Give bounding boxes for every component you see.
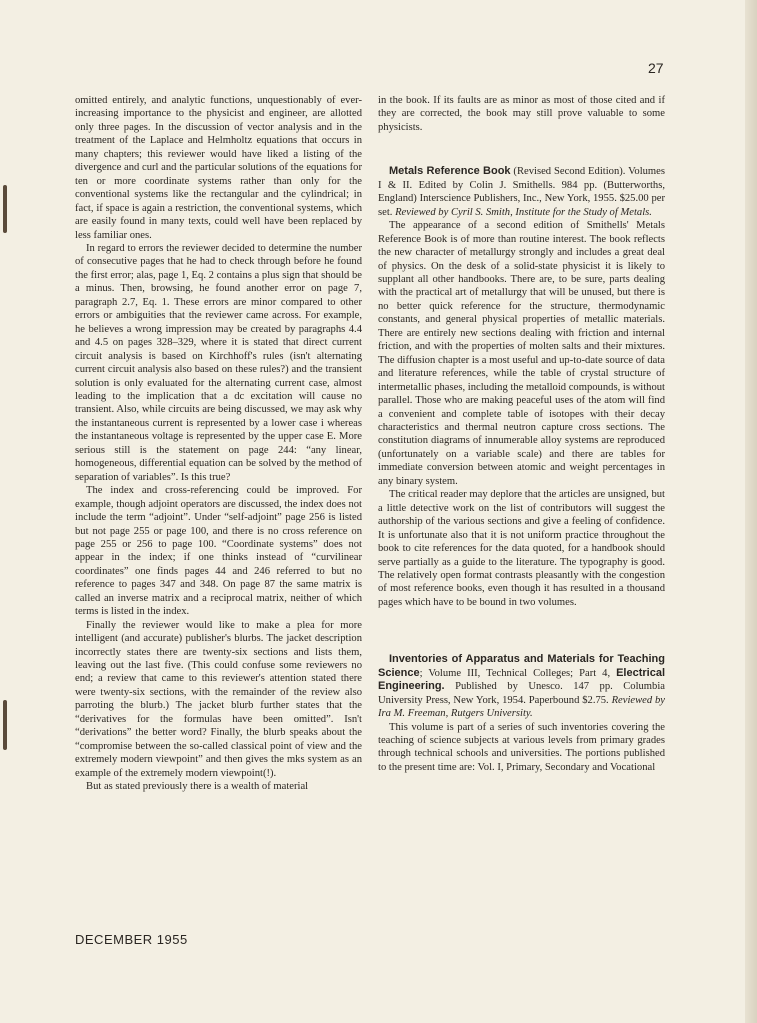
- page-edge: [745, 0, 757, 1023]
- reviewer-credit: Reviewed by Ira M. Freeman, Rutgers University.: [378, 694, 665, 720]
- paragraph: Finally the reviewer would like to make a plea for more intelligent (and accurate) publisher's blurbs. The jacket description incorrectly states there are twenty-six sections and lists them, leaving out the last five. (This could confuse some reviewers no end; a review that came to this reviewer's attention stated there were twenty-six sections, with the remainder of the review also parroting the blurb.) The jacket blurb further states that the “derivatives for the formulas have been omitted”. Isn't “derivations” the better word? Finally, the blurb speaks about the “compromise between the so-called classical point of view and the extremely modern viewpoint” and then gives the mks system as an example of the extremely modern viewpoint(!).: [75, 619, 362, 779]
- review-heading: [378, 165, 665, 219]
- page-footer: DECEMBER 1955: [75, 932, 188, 947]
- book-details: Published by Unesco. 147 pp. Columbia University Press, New York, 1954. Paperbound $2.75.: [378, 681, 665, 706]
- paragraph: in the book. If its faults are as minor as most of those cited and if they are corrected, the book may still prove valuable to some physicists.: [378, 95, 665, 133]
- paragraph: The critical reader may deplore that the articles are unsigned, but a little detective work on the list of contributors will suggest the authorship of the various sections and give a feeling of confidence. It is unfortunate also that it is not uniform practice throughout the book to cite references for the data quoted, for a handbook should serve partially as a guide to the literature. The typography is good. The relatively open format contrasts pleasantly with the congestion of most reference books, even though it has resulted in a thousand pages which have to be bound in two volumes.: [378, 489, 665, 608]
- paragraph: But as stated previously there is a wealth of material: [86, 781, 309, 793]
- reviewer-credit: Reviewed by Cyril S. Smith, Institute for the Study of Metals.: [395, 206, 652, 218]
- paragraph: The index and cross-referencing could be improved. For example, though adjoint operators are discussed, the index does not include the term “adjoint”. Under “self-adjoint” page 256 is listed but not page 255 or page 100, and there is no cross reference on page 255 or 256 to page 100. “Coordinate systems” does not appear in the index; if one thinks instead of “curvilinear coordinates” one finds pages 44 and 246 referred to but no reference to pages 347 and 348. On page 87 the same matrix is called an inverse matrix and a reciprocal matrix, neither of which terms is listed in the index.: [75, 485, 362, 618]
- paragraph: In regard to errors the reviewer decided to determine the number of consecutive pages that he had to check through before he found the first error; alas, page 1, Eq. 2 contains a plus sign that should be a minus. Then, browsing, he found another error on page 7, paragraph 2.7, Eq. 1. These errors are minor compared to other errors or ambiguities that the reviewer came across. For example, he believes a wrong impression may be created by paragraphs 4.4 and 4.5 on pages 328–329, where it is stated that direct current circuit analysis is based on Kirchhoff's rules (isn't alternating current circuit analysis also based on these rules?) and the transient solution is only evaluated for the alternating current case, almost leading to the implication that a dc excitation will cause no transient. Also, while circuits are being discussed, we may ask why the instantaneous current is represented by a lower case i whereas the instantaneous voltage is represented by the upper case E. More serious still is the statement on page 244: “any linear, homogeneous, differential equation can be solved by the method of separation of variables”. Is this true?: [75, 242, 362, 483]
- review-heading: [378, 653, 665, 720]
- book-details: ; Volume III, Technical Colleges; Part 4,: [419, 667, 617, 679]
- book-title: Metals Reference Book: [389, 165, 511, 178]
- right-column: [378, 94, 665, 774]
- paragraph: The appearance of a second edition of Smithells' Metals Reference Book is of more than routine interest. The book reflects the new character of metallurgy strongly and includes a great deal of physics. On the desk of a solid-state physicist it is likely to supplant all other handbooks. There are, to be sure, parts dealing with the practical art of metallurgy that will be unused, but there is no better quick reference for the structure, thermodynamic constants, and general physical properties of metallic materials. There are entirely new sections dealing with friction and internal friction, and with the properties of molten salts and their mixtures. The diffusion chapter is a most useful and up-to-date source of data and literature references, while the table of crystal structure of intermetallic phases, including the metalloid compounds, is without parallel. Those who are making peaceful uses of the atom will find a convenient and complete table of isotopes with their decay characteristics and thermal neutron capture cross sections. The constitution diagrams of innumerable alloy systems are reproduced (unfortunately on a variable scale) and there are tables for immediate conversion between atomic and weight percentages in any binary system.: [378, 220, 665, 487]
- left-column: [75, 94, 362, 794]
- binding-mark: [3, 185, 7, 233]
- book-details: (Revised Second Edition). Volumes I & II. Edited by Colin J. Smithells. 984 pp. (Butterworths, England) Interscience Publishers, Inc., New York, 1955. $25.00 per set.: [378, 166, 665, 218]
- paragraph: omitted entirely, and analytic functions, unquestionably of ever-increasing importance to the physicist and engineer, are allotted only three pages. In the discussion of vector analysis and in the treatment of the Laplace and Helmholtz equations that occurs in many chapters; this reviewer would have liked a listing of the divergence and curl and the particular solutions of the equations for ten or more coordinate systems rather than only for the conventional systems like the rectangular and the cylindrical; in fact, if space is again a restriction, the conventional systems, which are easily found in many texts, could well have been replaced by less familiar ones.: [75, 95, 362, 241]
- page-number: 27: [648, 60, 664, 76]
- book-title: Inventories of Apparatus and Materials for Teaching Science: [378, 653, 665, 679]
- paragraph: This volume is part of a series of such inventories covering the teaching of science subjects at various levels from primary grades through technical schools and universities. The portions published to the present time are: Vol. I, Primary, Secondary and Vocational: [378, 721, 665, 773]
- book-title: Electrical Engineering.: [378, 666, 665, 693]
- binding-mark: [3, 700, 7, 750]
